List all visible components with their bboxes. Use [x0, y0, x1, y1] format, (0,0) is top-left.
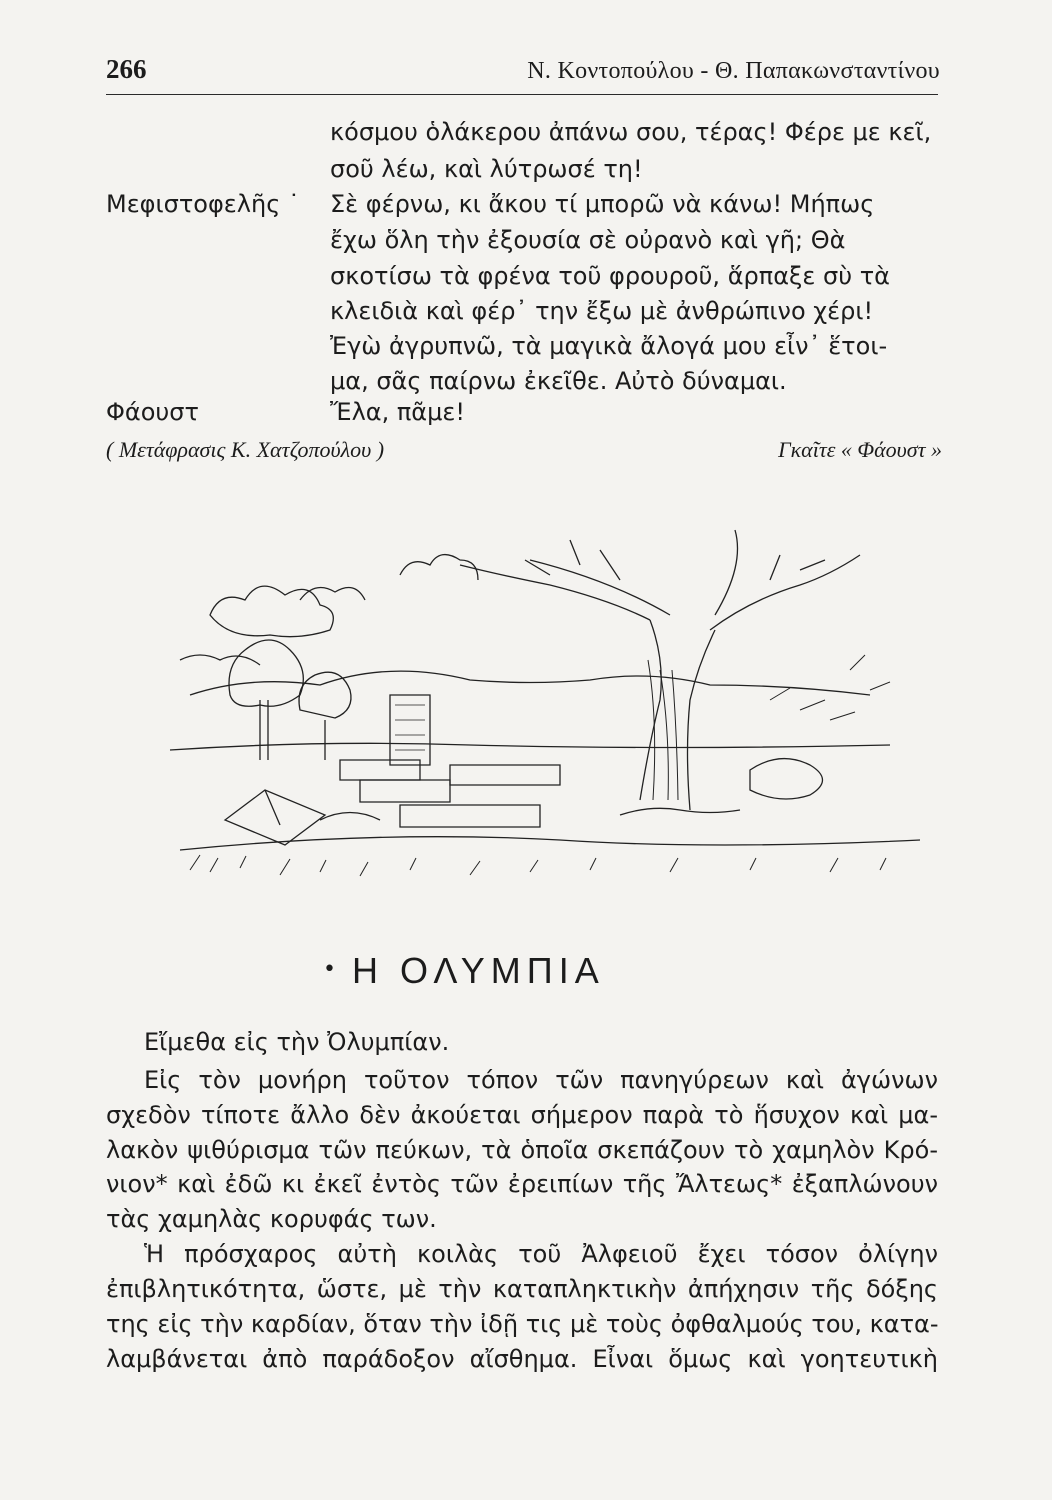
paragraph-line: της εἰς τὴν καρδίαν, ὅταν τὴν ἰδῇ τις μὲ τοὺς ὀφθαλμούς του, κατα-: [106, 1310, 939, 1338]
header-rule: [106, 94, 938, 95]
dialogue-line: σκοτίσω τὰ φρένα τοῦ φρουροῦ, ἅρπαξε σὺ τὰ: [330, 262, 890, 290]
paragraph-line: τὰς χαμηλὰς κορυφάς των.: [106, 1205, 437, 1233]
section-title: Η ΟΛΥΜΠΙΑ: [352, 950, 605, 991]
page-number: 266: [106, 54, 147, 84]
speaker-faust: Φάουστ: [106, 398, 199, 426]
dialogue-line: κλειδιὰ καὶ φέρ᾽ την ἔξω μὲ ἀνθρώπινο χέρι!: [330, 297, 874, 325]
dialogue-line: κόσμου ὁλάκερου ἀπάνω σου, τέρας! Φέρε με κεῖ,: [330, 118, 932, 146]
paragraph-line: λακὸν ψιθύρισμα τῶν πεύκων, τὰ ὁποῖα σκεπάζουν τὸ χαμηλὸν Κρό-: [106, 1136, 938, 1164]
paragraph-line: Εἴμεθα εἰς τὴν Ὀλυμπίαν.: [144, 1028, 450, 1056]
source-credit: Γκαῖτε « Φάουστ »: [778, 437, 942, 462]
dialogue-line: Σὲ φέρνω, κι ἄκου τί μπορῶ νὰ κάνω! Μήπως: [330, 190, 875, 218]
paragraph-line: Ἡ πρόσχαρος αὐτὴ κοιλὰς τοῦ Ἀλφειοῦ ἔχει τόσον ὀλίγην: [144, 1240, 938, 1268]
running-header-authors: Ν. Κοντοπούλου - Θ. Παπακωνσταντίνου: [527, 58, 940, 84]
paragraph-line: λαμβάνεται ἀπὸ παράδοξον αἴσθημα. Εἶναι ὅμως καὶ γοητευτικὴ: [106, 1345, 938, 1373]
dialogue-line: ἔχω ὅλη τὴν ἐξουσία σὲ οὐρανὸ καὶ γῆ; Θὰ: [330, 226, 846, 254]
paragraph-line: Εἰς τὸν μονήρη τοῦτον τόπον τῶν πανηγύρεων καὶ ἀγώνων: [144, 1066, 938, 1094]
speaker-mephistopheles: Μεφιστοφελῆς ˙: [106, 190, 300, 218]
dialogue-line: Ἔλα, πᾶμε!: [330, 398, 465, 426]
title-bullet: •: [323, 957, 336, 982]
dialogue-line: μα, σᾶς παίρνω ἐκεῖθε. Αὐτὸ δύναμαι.: [330, 367, 787, 395]
paragraph-line: νιον* καὶ ἐδῶ κι ἐκεῖ ἐντὸς τῶν ἐρειπίων τῆς Ἄλτεως* ἐξαπλώνουν: [106, 1170, 938, 1198]
dialogue-line: σοῦ λέω, καὶ λύτρωσέ τη!: [330, 155, 643, 183]
olympia-ruins-illustration: [150, 520, 920, 940]
paragraph-line: σχεδὸν τίποτε ἄλλο δὲν ἀκούεται σήμερον παρὰ τὸ ἥσυχον καὶ μα-: [106, 1101, 938, 1129]
translation-credit: ( Μετάφρασις Κ. Χατζοπούλου ): [106, 437, 385, 462]
paragraph-line: ἐπιβλητικότητα, ὥστε, μὲ τὴν καταπληκτικὴν ἀπήχησιν τῆς δόξης: [106, 1275, 938, 1303]
dialogue-line: Ἐγὼ ἀγρυπνῶ, τὰ μαγικὰ ἄλογά μου εἶν᾽ ἕτοι-: [330, 332, 888, 360]
